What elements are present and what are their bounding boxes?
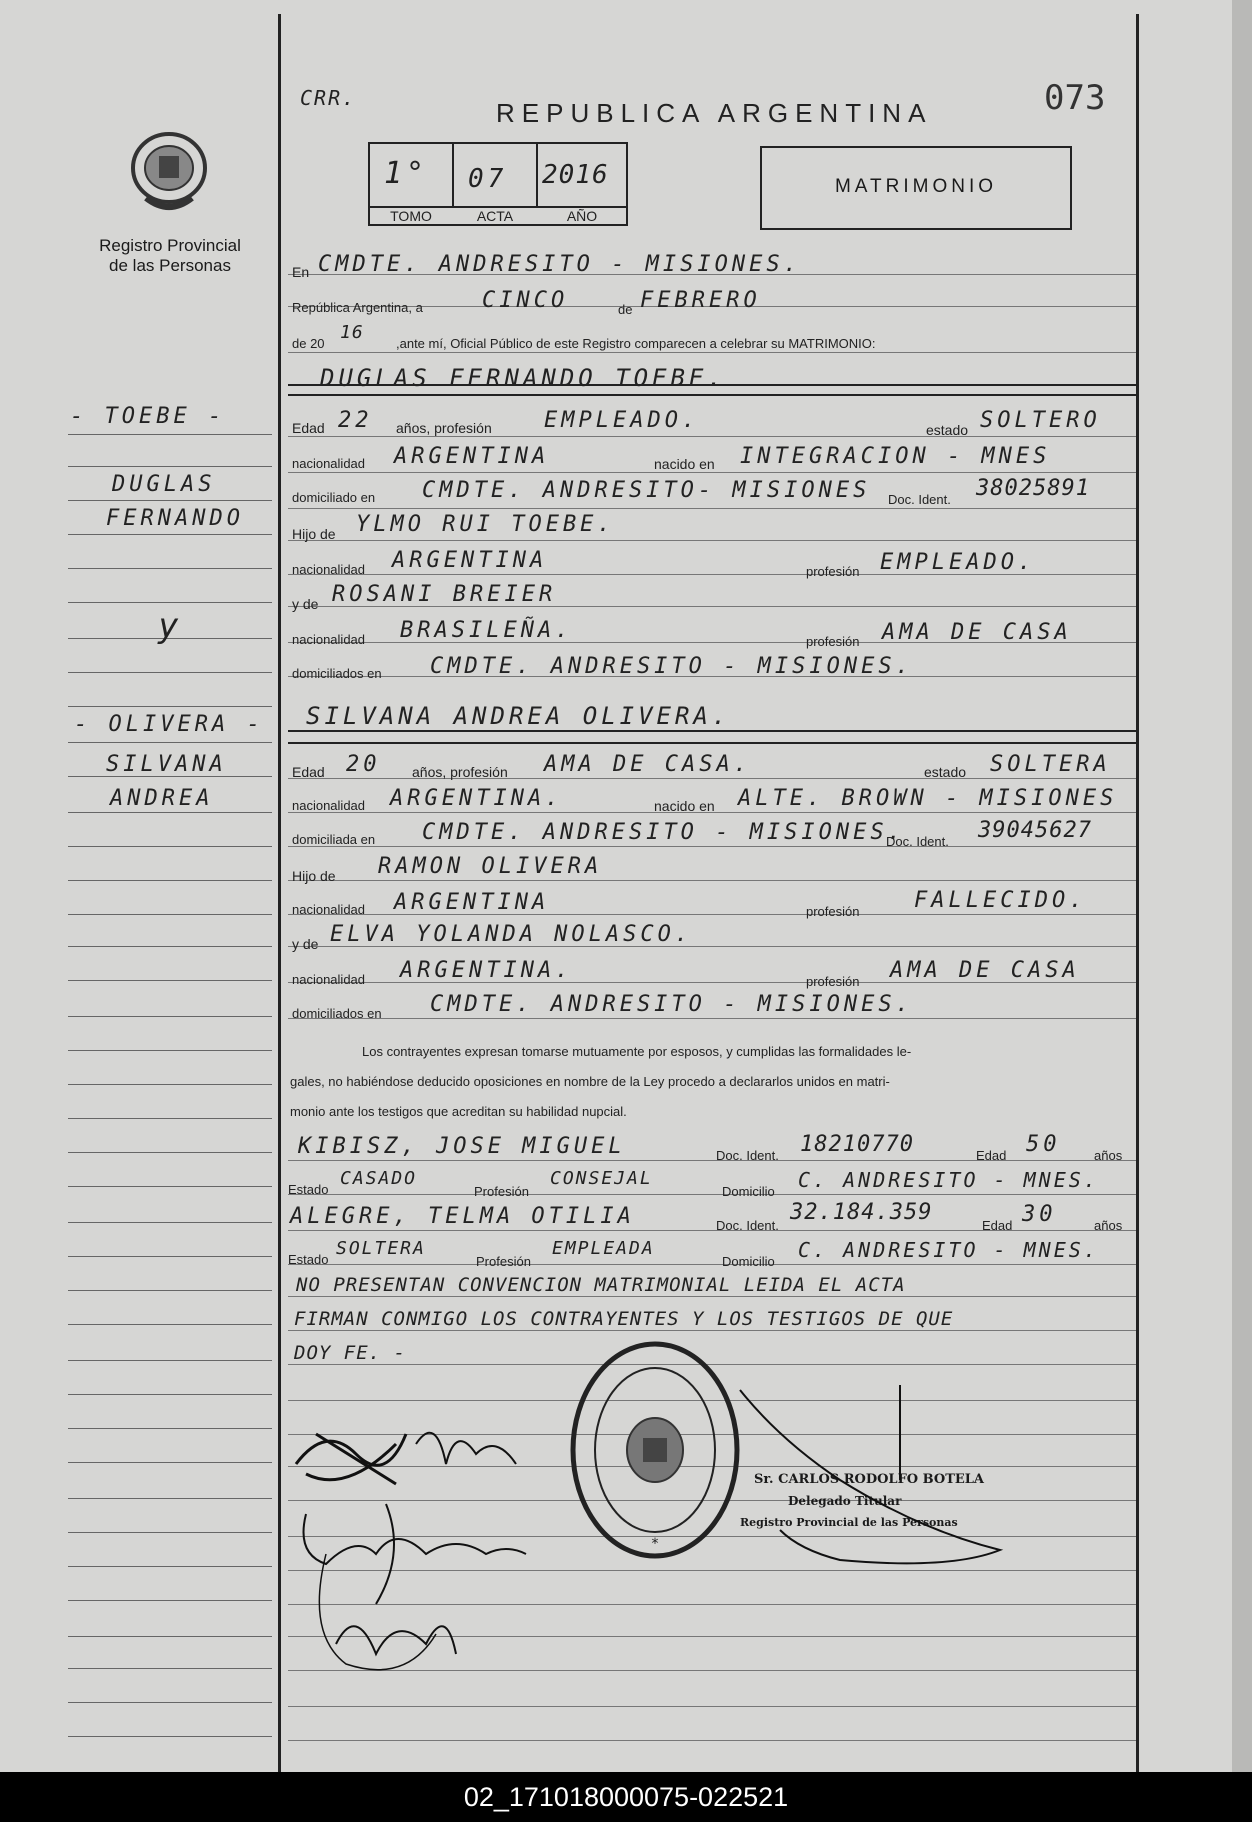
- bride-nacido-label: nacido en: [654, 798, 715, 814]
- groom-dom-label: domiciliado en: [292, 490, 376, 505]
- page-number: 073: [1044, 78, 1106, 118]
- groom-edad-label: Edad: [292, 420, 325, 436]
- witness1-domicile: C. ANDRESITO - MNES.: [798, 1168, 1099, 1192]
- witness2-estado-label: Estado: [288, 1252, 329, 1267]
- witness1-prof-label: Profesión: [474, 1184, 529, 1199]
- bride-dom-label: domiciliada en: [292, 832, 376, 847]
- groom-hijo-label: Hijo de: [292, 526, 336, 542]
- witness2-anos-label: años: [1094, 1218, 1123, 1233]
- witness1-doc: 18210770: [800, 1132, 914, 1157]
- bride-father-profession: FALLECIDO.: [914, 888, 1087, 913]
- bride-mother: ELVA YOLANDA NOLASCO.: [330, 922, 693, 947]
- margin-conjunction: y: [158, 606, 183, 646]
- republica-label: República Argentina, a: [292, 300, 423, 315]
- bride-mother-profession: AMA DE CASA: [890, 958, 1080, 983]
- anio-label: AÑO: [566, 208, 598, 224]
- groom-prof-label: años, profesión: [396, 420, 492, 436]
- groom-doc: 38025891: [976, 476, 1090, 501]
- bride-profession: AMA DE CASA.: [544, 752, 751, 777]
- officer-name: Sr. CARLOS RODOLFO BOTELA: [754, 1472, 985, 1487]
- acta-label: ACTA: [476, 208, 514, 224]
- marriage-day: CINCO: [482, 288, 569, 313]
- bride-parents-domicile: CMDTE. ANDRESITO - MISIONES.: [430, 992, 913, 1017]
- witness2-status: SOLTERA: [336, 1238, 426, 1259]
- bride-father: RAMON OLIVERA: [378, 854, 603, 879]
- groom-status: SOLTERO: [980, 408, 1101, 433]
- en-label: En: [292, 264, 310, 280]
- bride-yde-label: y de: [292, 936, 319, 952]
- witness2-profession: EMPLEADA: [552, 1238, 655, 1259]
- witness1-estado-label: Estado: [288, 1182, 329, 1197]
- margin-groom-name2: FERNANDO: [106, 506, 244, 531]
- groom-mother-profession: AMA DE CASA: [882, 620, 1072, 645]
- groom-yde-label: y de: [292, 596, 319, 612]
- groom-estado-label: estado: [926, 422, 969, 438]
- witness1-anos-label: años: [1094, 1148, 1123, 1163]
- bride-hijo-label: Hijo de: [292, 868, 336, 884]
- footer-code: 02_171018000075-022521: [0, 1772, 1252, 1822]
- tomo-value: 1°: [384, 156, 429, 191]
- groom-father: YLMO RUI TOEBE.: [356, 512, 615, 537]
- registry-stamp-icon: [568, 1338, 742, 1562]
- groom-doc-label: Doc. Ident.: [888, 492, 951, 507]
- country-title: REPUBLICA ARGENTINA: [496, 98, 933, 128]
- witness1-age: 50: [1026, 1132, 1061, 1157]
- witness1-status: CASADO: [340, 1168, 418, 1189]
- groom-full-name: DUGLAS FERNANDO TOEBE.: [320, 364, 726, 392]
- margin-bride-name1: SILVANA: [106, 752, 227, 777]
- margin-bride-surname: - OLIVERA -: [74, 712, 264, 737]
- registry-line2: de las Personas: [109, 256, 231, 275]
- margin-groom-name1: DUGLAS: [112, 472, 216, 497]
- witness2-doc: 32.184.359: [790, 1200, 933, 1225]
- bride-domicile: CMDTE. ANDRESITO - MISIONES.: [422, 820, 905, 845]
- signatures-icon: [286, 1404, 546, 1694]
- groom-nac-label: nacionalidad: [292, 456, 366, 471]
- right-border: [1136, 14, 1139, 1772]
- de-label: de: [618, 302, 633, 317]
- groom-profession: EMPLEADO.: [544, 408, 700, 433]
- bride-mother-nac-label: nacionalidad: [292, 972, 366, 987]
- groom-father-profession: EMPLEADO.: [880, 550, 1036, 575]
- bride-prof-label: años, profesión: [412, 764, 508, 780]
- bride-estado-label: estado: [924, 764, 967, 780]
- witness2-prof-label: Profesión: [476, 1254, 531, 1269]
- groom-domicile: CMDTE. ANDRESITO- MISIONES: [422, 478, 871, 503]
- groom-age: 22: [338, 408, 373, 433]
- bride-edad-label: Edad: [292, 764, 325, 780]
- bride-nationality: ARGENTINA.: [390, 786, 563, 811]
- bride-full-name: SILVANA ANDREA OLIVERA.: [306, 702, 731, 730]
- groom-birthplace: INTEGRACION - MNES: [740, 444, 1051, 469]
- bride-doc: 39045627: [978, 818, 1092, 843]
- acta-value: 07: [468, 164, 508, 194]
- groom-nacido-label: nacido en: [654, 456, 715, 472]
- bride-mother-prof-label: profesión: [806, 974, 860, 989]
- svg-text:*: *: [651, 1536, 659, 1552]
- witness2-edad-label: Edad: [982, 1218, 1013, 1233]
- anio-value: 2016: [542, 160, 609, 190]
- legal-line1: Los contrayentes expresan tomarse mutuamente por esposos, y cumplidas las formalidades le-: [362, 1044, 912, 1059]
- legal-line2: gales, no habiéndose deducido oposiciones en nombre de la Ley procedo a declararlos unidos en matri-: [290, 1074, 890, 1089]
- groom-mother-nationality: BRASILEÑA.: [400, 618, 573, 643]
- groom-mother-nac-label: nacionalidad: [292, 632, 366, 647]
- act-number-box: [368, 142, 628, 226]
- groom-father-nationality: ARGENTINA: [392, 548, 548, 573]
- tomo-label: TOMO: [390, 208, 432, 224]
- witness1-name: KIBISZ, JOSE MIGUEL: [298, 1134, 626, 1159]
- bride-nac-label: nacionalidad: [292, 798, 366, 813]
- bride-parents-dom-label: domiciliados en: [292, 1006, 382, 1021]
- bride-age: 20: [346, 752, 381, 777]
- groom-parents-domicile: CMDTE. ANDRESITO - MISIONES.: [430, 654, 913, 679]
- margin-divider: [278, 14, 281, 1772]
- witness2-doc-label: Doc. Ident.: [716, 1218, 779, 1233]
- witness2-dom-label: Domicilio: [722, 1254, 775, 1269]
- officer-institution: Registro Provincial de las Personas: [740, 1516, 958, 1529]
- registry-line1: Registro Provincial: [99, 236, 241, 255]
- bride-father-prof-label: profesión: [806, 904, 860, 919]
- margin-groom-surname: - TOEBE -: [70, 404, 226, 429]
- margin-bride-name2: ANDREA: [110, 786, 214, 811]
- bride-father-nac-label: nacionalidad: [292, 902, 366, 917]
- groom-mother: ROSANI BREIER: [332, 582, 557, 607]
- groom-parents-dom-label: domiciliados en: [292, 666, 382, 681]
- marriage-place: CMDTE. ANDRESITO - MISIONES.: [318, 252, 801, 277]
- province-seal-icon: [126, 128, 212, 218]
- marriage-month: FEBRERO: [640, 288, 761, 313]
- witness2-age: 30: [1022, 1202, 1057, 1227]
- groom-mother-prof-label: profesión: [806, 634, 860, 649]
- bride-mother-nationality: ARGENTINA.: [400, 958, 573, 983]
- closing-line1: NO PRESENTAN CONVENCION MATRIMONIAL LEIDA EL ACTA: [296, 1274, 906, 1296]
- witness1-dom-label: Domicilio: [722, 1184, 775, 1199]
- statement: ,ante mí, Oficial Público de este Registro comparecen a celebrar su MATRIMONIO:: [396, 336, 876, 351]
- witness1-edad-label: Edad: [976, 1148, 1007, 1163]
- act-type-box: [760, 146, 1072, 230]
- groom-father-nac-label: nacionalidad: [292, 562, 366, 577]
- bride-doc-label: Doc. Ident.: [886, 834, 949, 849]
- witness2-domicile: C. ANDRESITO - MNES.: [798, 1238, 1099, 1262]
- year-suffix: 16: [340, 322, 364, 343]
- groom-nationality: ARGENTINA: [394, 444, 550, 469]
- closing-line3: DOY FE. -: [294, 1342, 406, 1364]
- legal-line3: monio ante los testigos que acreditan su habilidad nupcial.: [290, 1104, 627, 1119]
- corner-mark: CRR.: [300, 86, 357, 110]
- officer-title: Delegado Titular: [788, 1494, 902, 1508]
- officer-signature-icon: [720, 1380, 1020, 1580]
- groom-father-prof-label: profesión: [806, 564, 860, 579]
- bride-status: SOLTERA: [990, 752, 1111, 777]
- bride-father-nationality: ARGENTINA: [394, 890, 550, 915]
- witness2-name: ALEGRE, TELMA OTILIA: [290, 1204, 635, 1229]
- bride-birthplace: ALTE. BROWN - MISIONES: [738, 786, 1118, 811]
- page-edge: [1232, 0, 1252, 1772]
- witness1-profession: CONSEJAL: [550, 1168, 653, 1189]
- witness1-doc-label: Doc. Ident.: [716, 1148, 779, 1163]
- year-prefix: de 20: [292, 336, 325, 351]
- act-type: MATRIMONIO: [834, 176, 998, 197]
- closing-line2: FIRMAN CONMIGO LOS CONTRAYENTES Y LOS TESTIGOS DE QUE: [294, 1308, 954, 1330]
